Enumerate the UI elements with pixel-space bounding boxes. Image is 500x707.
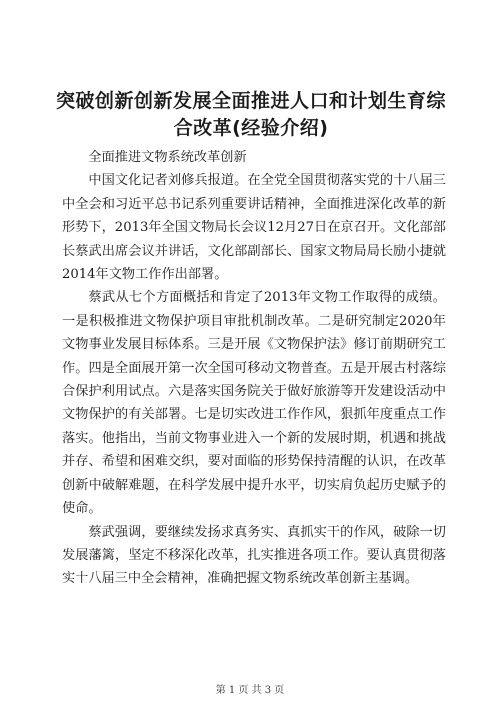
paragraph: 蔡武强调，要继续发扬求真务实、真抓实干的作风，破除一切发展藩篱，坚定不移深化改革，扎实推进各项工作。要认真贯彻落实十八届三中全会精神，准确把握文物系统改革创新主基调。 bbox=[62, 524, 446, 587]
paragraph: 中国文化记者刘修兵报道。在全党全国贯彻落实党的十八届三中全会和习近平总书记系列重要讲话精神，全面推进深化改革的新形势下，2013年全国文物局长会议12月27日在京召开。文化部部长蔡武出席会议并讲话，文化部副部长、国家文物局局长励小捷就2014年文物工作作出部署。 bbox=[62, 173, 446, 283]
page-number: 第 1 页 共 3 页 bbox=[215, 685, 285, 696]
paragraph-subtitle: 全面推进文物系统改革创新 bbox=[88, 150, 247, 165]
document-title: 突破创新创新发展全面推进人口和计划生育综合改革(经验介绍) bbox=[56, 90, 447, 139]
document-body bbox=[62, 146, 446, 591]
paragraph: 蔡武从七个方面概括和肯定了2013年文物工作取得的成绩。一是积极推进文物保护项目审批机制改革。二是研究制定2020年文物事业发展目标体系。三是开展《文物保护法》修订前期研究工作。四是全面展开第一次全国可移动文物普查。五是开展古村落综合保护利用试点。六是落实国务院关于做好旅游等开发建设活动中文物保护的有关部署。七是切实改进工作作风，狠抓年度重点工作落实。他指出，当前文物事业进入一个新的发展时期，机遇和挑战并存、希望和困难交织，要对面临的形势保持清醒的认识，在改革创新中破解难题，在科学发展中提升水平，切实肩负起历史赋予的使命。 bbox=[62, 290, 446, 517]
